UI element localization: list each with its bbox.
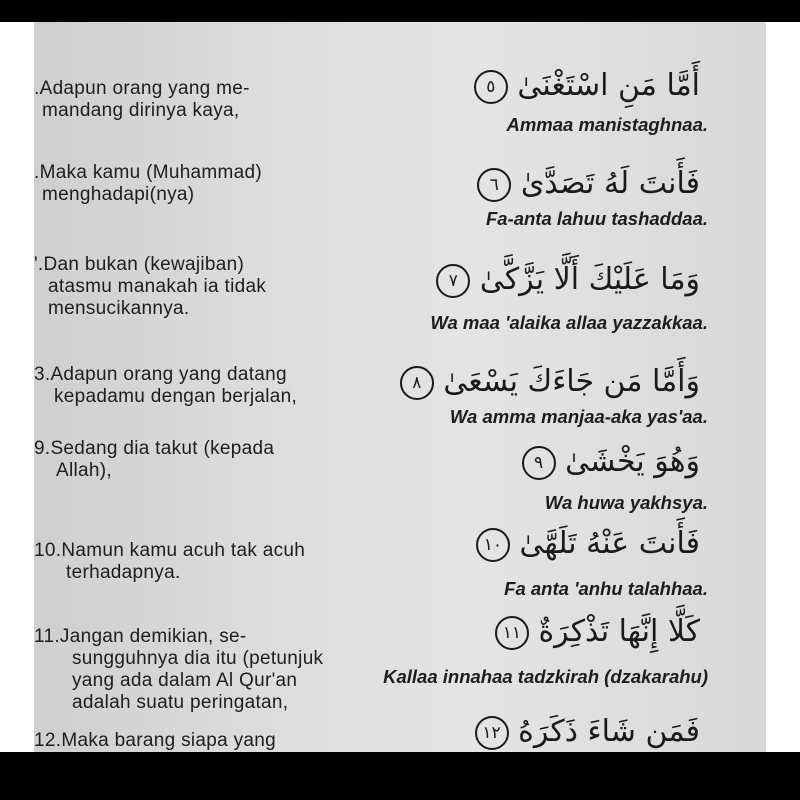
verse-translation	[34, 626, 356, 714]
verse-number-label: '.	[34, 254, 44, 275]
translation-line: adalah suatu peringatan,	[72, 692, 289, 713]
translation-line: terhadapnya.	[66, 562, 181, 583]
arabic-text: وَهُوَ يَخْشَىٰ	[565, 444, 700, 479]
bottom-black-border	[0, 752, 800, 800]
arabic-verse	[469, 712, 700, 752]
verse-number-label: 9.	[34, 438, 51, 459]
translation-line: Sedang dia takut (kepada	[50, 438, 275, 459]
arabic-text: فَمَن شَاءَ ذَكَرَهُ	[518, 714, 700, 749]
arabic-verse	[489, 612, 700, 652]
right-margin	[766, 22, 800, 752]
translation-line: mandang dirinya kaya,	[42, 100, 240, 121]
translation-line: atasmu manakah ia tidak	[48, 276, 267, 297]
arabic-text: وَمَا عَلَيْكَ أَلَّا يَزَّكَّىٰ	[479, 262, 700, 297]
book-page	[34, 22, 766, 752]
verse-number-label: .	[34, 162, 40, 183]
verse-translation	[34, 540, 356, 584]
verse-number-label: 10.	[34, 540, 62, 561]
verse-translation	[34, 364, 356, 408]
translation-line: Allah),	[56, 460, 112, 481]
verse-number-label: .	[34, 78, 40, 99]
verse-number-label: 3.	[34, 364, 51, 385]
arabic-verse	[470, 524, 700, 564]
arabic-verse	[394, 362, 700, 402]
ayah-number-mark: ٥	[474, 70, 508, 104]
transliteration: Fa anta 'anhu talahhaa.	[504, 578, 708, 599]
translation-line: Jangan demikian, se-	[59, 626, 247, 647]
translation-line: sungguhnya dia itu (petunjuk	[72, 648, 324, 669]
verse-translation	[34, 162, 356, 206]
ayah-number-mark: ١١	[495, 616, 529, 650]
arabic-text: كَلَّا إِنَّهَا تَذْكِرَةٌ	[538, 614, 700, 649]
ayah-number-mark: ١٢	[475, 716, 509, 750]
arabic-text: فَأَنتَ عَنْهُ تَلَهَّىٰ	[519, 526, 700, 561]
translation-line: Adapun orang yang me-	[39, 78, 250, 99]
arabic-verse	[468, 66, 700, 106]
verse-translation	[34, 730, 356, 752]
left-margin	[0, 22, 34, 752]
arabic-text: وَأَمَّا مَن جَاءَكَ يَسْعَىٰ	[443, 364, 700, 399]
translation-line: Dan bukan (kewajiban)	[43, 254, 245, 275]
translation-line: mensucikannya.	[48, 298, 190, 319]
ayah-number-mark: ٩	[522, 446, 556, 480]
ayah-number-mark: ٨	[400, 366, 434, 400]
ayah-number-mark: ١٠	[476, 528, 510, 562]
translation-line: kepadamu dengan berjalan,	[54, 386, 298, 407]
translation-line: Maka barang siapa yang	[61, 730, 277, 751]
arabic-text: فَأَنتَ لَهُ تَصَدَّىٰ	[520, 166, 700, 201]
translation-line: yang ada dalam Al Qur'an	[72, 670, 298, 691]
verse-translation	[34, 78, 356, 122]
translation-line: Maka kamu (Muhammad)	[39, 162, 263, 183]
verse-number-label: 12.	[34, 730, 62, 751]
verse-translation	[34, 254, 356, 320]
arabic-text: أَمَّا مَنِ اسْتَغْنَىٰ	[517, 68, 700, 103]
transliteration: Ammaa manistaghnaa.	[506, 114, 708, 135]
translation-line: Namun kamu acuh tak acuh	[61, 540, 306, 561]
top-black-border	[0, 0, 800, 22]
ayah-number-mark: ٧	[436, 264, 470, 298]
transliteration: Wa amma manjaa-aka yas'aa.	[449, 406, 708, 427]
arabic-verse	[430, 260, 700, 300]
transliteration: Kallaa innahaa tadzkirah (dzakarahu)	[383, 666, 708, 687]
verse-translation	[34, 438, 356, 482]
transliteration: Wa maa 'alaika allaa yazzakkaa.	[430, 312, 708, 333]
arabic-verse	[471, 164, 700, 204]
translation-line: menghadapi(nya)	[42, 184, 195, 205]
verse-number-label: 11.	[34, 626, 60, 647]
translation-line: Adapun orang yang datang	[50, 364, 287, 385]
ayah-number-mark: ٦	[477, 168, 511, 202]
transliteration: Wa huwa yakhsya.	[544, 492, 708, 513]
transliteration: Fa-anta lahuu tashaddaa.	[485, 208, 708, 229]
arabic-verse	[516, 442, 700, 482]
